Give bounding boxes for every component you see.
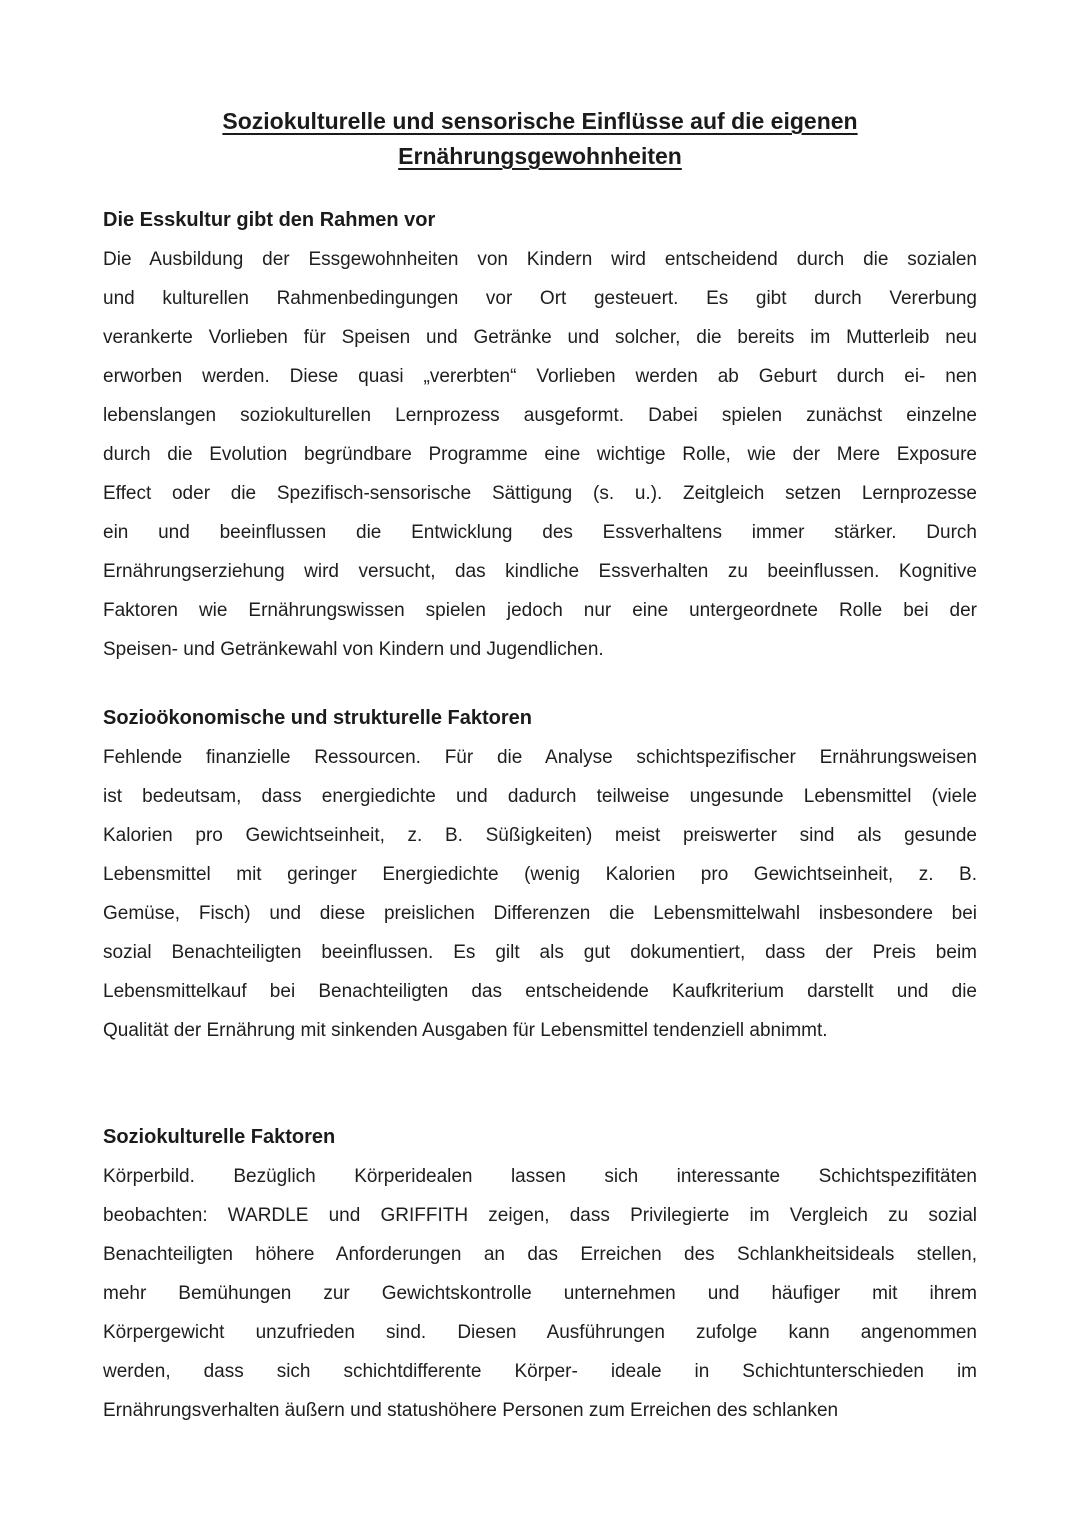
- text-line: Faktoren wie Ernährungswissen spielen jedoch nur eine untergeordnete Rolle bei der: [103, 600, 977, 621]
- text-line: ein und beeinflussen die Entwicklung des Essverhaltens immer stärker. Durch: [103, 522, 977, 543]
- text-line: beobachten: WARDLE und GRIFFITH zeigen, dass Privilegierte im Vergleich zu sozial: [103, 1205, 977, 1226]
- text-line: lebenslangen soziokulturellen Lernprozess ausgeformt. Dabei spielen zunächst einzelne: [103, 405, 977, 426]
- section-soziooekonomisch: [103, 699, 977, 1050]
- document-title: [103, 104, 977, 174]
- text-line: Qualität der Ernährung mit sinkenden Ausgaben für Lebensmittel tendenziell abnimmt.: [103, 1020, 828, 1041]
- text-line: erworben werden. Diese quasi „vererbten“ Vorlieben werden ab Geburt durch ei- nen: [103, 366, 977, 387]
- text-line: und kulturellen Rahmenbedingungen vor Ort gesteuert. Es gibt durch Vererbung: [103, 288, 977, 309]
- section-soziokulturell: [103, 1118, 977, 1430]
- paragraph: [103, 1157, 977, 1430]
- text-line: Ernährungsverhalten äußern und statushöhere Personen zum Erreichen des schlanken: [103, 1400, 839, 1421]
- text-line: werden, dass sich schichtdifferente Körper- ideale in Schichtunterschieden im: [103, 1361, 977, 1382]
- section-esskultur: [103, 201, 977, 669]
- document-title-line-2: Ernährungsgewohnheiten: [398, 143, 682, 169]
- text-line: Lebensmittel mit geringer Energiedichte (wenig Kalorien pro Gewichtseinheit, z. B.: [103, 864, 977, 885]
- text-line: Fehlende finanzielle Ressourcen. Für die Analyse schichtspezifischer Ernährungsweisen: [103, 747, 977, 768]
- text-line: Körperbild. Bezüglich Körperidealen lassen sich interessante Schichtspezifitäten: [103, 1166, 977, 1187]
- text-line: Speisen- und Getränkewahl von Kindern und Jugendlichen.: [103, 639, 604, 660]
- text-line: Ernährungserziehung wird versucht, das kindliche Essverhalten zu beeinflussen. Kognitive: [103, 561, 977, 582]
- paragraph: [103, 240, 977, 669]
- text-line: verankerte Vorlieben für Speisen und Getränke und solcher, die bereits im Mutterleib neu: [103, 327, 977, 348]
- paragraph: [103, 738, 977, 1050]
- section-heading: Die Esskultur gibt den Rahmen vor: [103, 209, 436, 231]
- text-line: sozial Benachteiligten beeinflussen. Es gilt als gut dokumentiert, dass der Preis beim: [103, 942, 977, 963]
- text-line: ist bedeutsam, dass energiedichte und dadurch teilweise ungesunde Lebensmittel (viele: [103, 786, 977, 807]
- section-heading: Soziokulturelle Faktoren: [103, 1126, 336, 1148]
- text-line: Effect oder die Spezifisch-sensorische Sättigung (s. u.). Zeitgleich setzen Lernprozesse: [103, 483, 977, 504]
- document-title-line-1: Soziokulturelle und sensorische Einflüsse auf die eigenen: [222, 108, 858, 134]
- text-line: mehr Bemühungen zur Gewichtskontrolle unternehmen und häufiger mit ihrem: [103, 1283, 977, 1304]
- text-line: Gemüse, Fisch) und diese preislichen Differenzen die Lebensmittelwahl insbesondere bei: [103, 903, 977, 924]
- text-line: Körpergewicht unzufrieden sind. Diesen Ausführungen zufolge kann angenommen: [103, 1322, 977, 1343]
- section-heading: Sozioökonomische und strukturelle Faktoren: [103, 707, 532, 729]
- text-line: Benachteiligten höhere Anforderungen an das Erreichen des Schlankheitsideals stellen,: [103, 1244, 977, 1265]
- text-line: Die Ausbildung der Essgewohnheiten von Kindern wird entscheidend durch die sozialen: [103, 249, 977, 270]
- text-line: Kalorien pro Gewichtseinheit, z. B. Süßigkeiten) meist preiswerter sind als gesunde: [103, 825, 977, 846]
- text-line: Lebensmittelkauf bei Benachteiligten das entscheidende Kaufkriterium darstellt und die: [103, 981, 977, 1002]
- text-line: durch die Evolution begründbare Programme eine wichtige Rolle, wie der Mere Exposure: [103, 444, 977, 465]
